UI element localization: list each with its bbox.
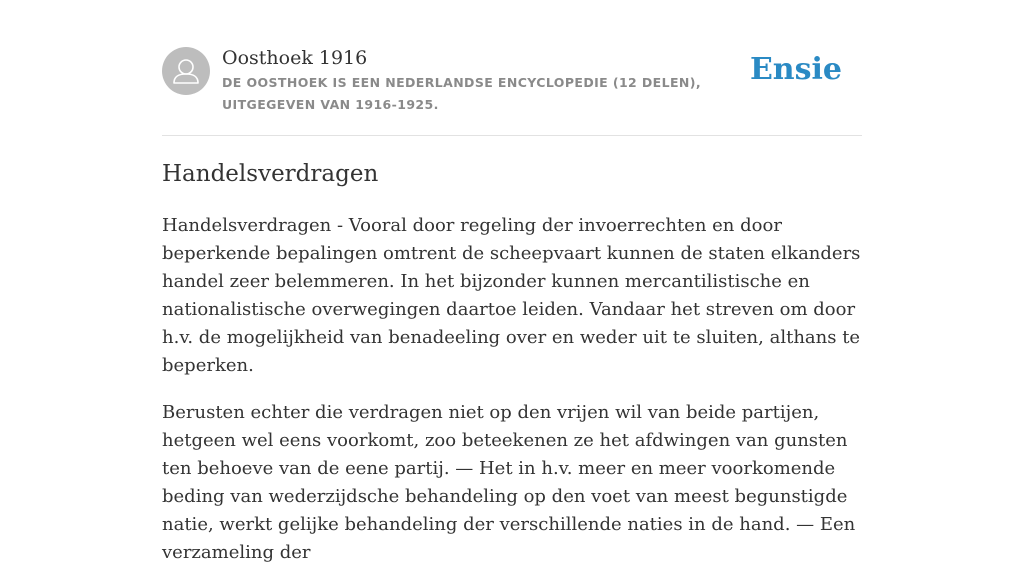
article-title: Handelsverdragen [162,161,379,187]
header-divider [162,135,862,136]
article-paragraph: Berusten echter die verdragen niet op den vrijen wil van beide partijen, hetgeen wel eens voorkomt, zoo beteekenen ze het afdwingen van gunsten ten behoeve van de eene partij. — Het in h.v. meer en meer voorkomende beding van wederzijdsche behandeling op den voet van meest begunstigde natie, werkt gelijke behandeling der verschillende naties in de hand. — Een verzameling der [162,402,856,563]
source-title[interactable]: Oosthoek 1916 [222,47,368,69]
source-header [162,46,862,116]
user-icon[interactable] [162,47,210,95]
source-description: DE OOSTHOEK IS EEN NEDERLANDSE ENCYCLOPEDIE (12 DELEN), UITGEGEVEN VAN 1916-1925. [222,75,702,112]
ensie-logo[interactable]: Ensie [749,52,842,87]
article-body [162,212,862,586]
article-paragraph: Handelsverdragen - Vooral door regeling der invoerrechten en door beperkende bepalingen omtrent de scheepvaart kunnen de staten elkanders handel zeer belemmeren. In het bijzonder kunnen mercantilistische en nationalistische overwegingen daartoe leiden. Vandaar het streven om door h.v. de mogelijkheid van benadeeling over en weder uit te sluiten, althans te beperken. [162,215,861,376]
